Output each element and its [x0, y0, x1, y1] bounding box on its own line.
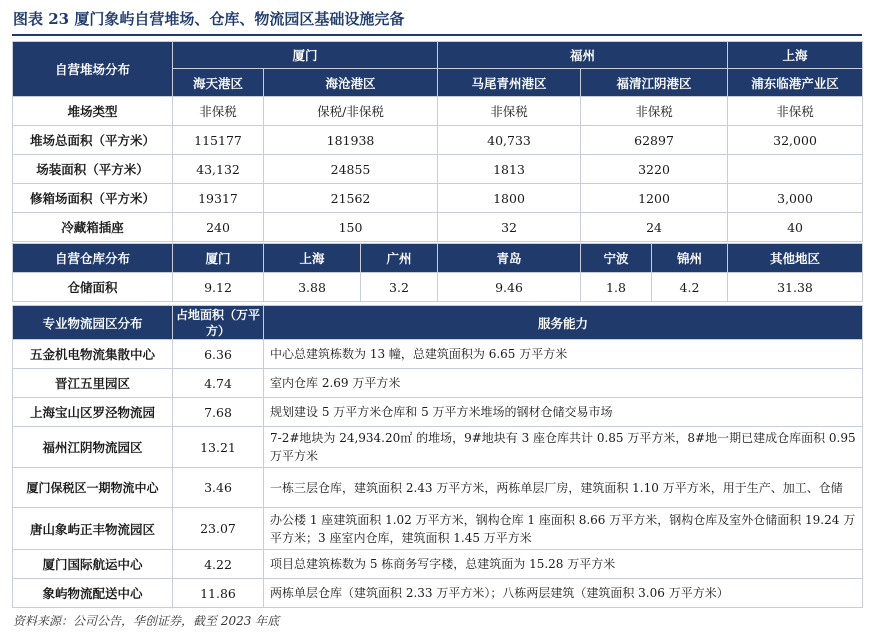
cell: 40 [728, 213, 863, 242]
region-xiamen: 厦门 [173, 42, 438, 69]
table-row [13, 508, 863, 550]
cell: 保税/非保税 [264, 97, 438, 126]
park-name: 上海宝山区罗泾物流园 [13, 398, 173, 427]
cell: 115177 [173, 126, 264, 155]
warehouse-header-label: 自营仓库分布 [13, 244, 173, 273]
park-service: 一栋三层仓库，建筑面积 2.43 万平方米，两栋单层厂房，建筑面积 1.10 万平方米，用于生产、加工、仓储 [264, 468, 863, 508]
park-area: 7.68 [173, 398, 264, 427]
table-row [13, 340, 863, 369]
service-header: 服务能力 [264, 306, 863, 340]
park-service: 7-2#地块为 24,934.20㎡ 的堆场，9#地块有 3 座仓库共计 0.85 万平方米，8#地一期已建成仓库面积 0.95 万平方米 [264, 427, 863, 468]
cell: 32,000 [728, 126, 863, 155]
park-area: 3.46 [173, 468, 264, 508]
port-mawei: 马尾青州港区 [438, 69, 581, 97]
park-area: 6.36 [173, 340, 264, 369]
cell: 1800 [438, 184, 581, 213]
cell: 21562 [264, 184, 438, 213]
region-fuzhou: 福州 [438, 42, 728, 69]
park-name: 厦门国际航运中心 [13, 550, 173, 579]
cell: 非保税 [438, 97, 581, 126]
wh-region-ningbo: 宁波 [581, 244, 652, 273]
cell: 3,000 [728, 184, 863, 213]
park-service: 两栋单层仓库（建筑面积 2.33 万平方米）；八栋两层建筑（建筑面积 3.06 万平方米） [264, 579, 863, 608]
park-name: 厦门保税区一期物流中心 [13, 468, 173, 508]
row-label: 场装面积（平方米） [13, 155, 173, 184]
table-row [13, 398, 863, 427]
wh-region-xiamen: 厦门 [173, 244, 264, 273]
table-row [13, 369, 863, 398]
cell: 非保税 [581, 97, 728, 126]
park-name: 唐山象屿正丰物流园区 [13, 508, 173, 550]
park-service: 室内仓库 2.69 万平方米 [264, 369, 863, 398]
row-label: 修箱场面积（平方米） [13, 184, 173, 213]
park-area: 4.22 [173, 550, 264, 579]
row-label: 仓储面积 [13, 273, 173, 302]
port-haitian: 海天港区 [173, 69, 264, 97]
row-label: 冷藏箱插座 [13, 213, 173, 242]
cell: 240 [173, 213, 264, 242]
wh-region-shanghai: 上海 [264, 244, 361, 273]
park-service: 办公楼 1 座建筑面积 1.02 万平方米，钢构仓库 1 座面积 8.66 万平方米，钢构仓库及室外仓储面积 19.24 万平方米；3 座室内仓库，建筑面积 1.45 万平方米 [264, 508, 863, 550]
cell: 24 [581, 213, 728, 242]
table-row [13, 97, 863, 126]
warehouse-table [12, 243, 863, 302]
park-service: 中心总建筑栋数为 13 幢，总建筑面积为 6.65 万平方米 [264, 340, 863, 369]
source-note: 资料来源：公司公告，华创证券，截至 2023 年底 [13, 614, 280, 628]
park-area: 13.21 [173, 427, 264, 468]
cell: 3.2 [361, 273, 438, 302]
table-row [13, 184, 863, 213]
cell: 非保税 [173, 97, 264, 126]
cell: 62897 [581, 126, 728, 155]
wh-region-guangzhou: 广州 [361, 244, 438, 273]
cell: 3220 [581, 155, 728, 184]
yard-header-label: 自营堆场分布 [13, 42, 173, 97]
cell: 31.38 [728, 273, 863, 302]
park-area: 23.07 [173, 508, 264, 550]
table-row [13, 427, 863, 468]
parks-table [12, 305, 863, 608]
table-row [13, 126, 863, 155]
park-area: 4.74 [173, 369, 264, 398]
table-row [13, 468, 863, 508]
wh-region-jinzhou: 锦州 [652, 244, 728, 273]
port-fuqing: 福清江阴港区 [581, 69, 728, 97]
cell: 非保税 [728, 97, 863, 126]
cell: 32 [438, 213, 581, 242]
page-title: 图表 23 厦门象屿自营堆场、仓库、物流园区基础设施完备 [13, 10, 405, 28]
park-name: 晋江五里园区 [13, 369, 173, 398]
region-shanghai: 上海 [728, 42, 863, 69]
title-divider [12, 34, 862, 36]
park-area: 11.86 [173, 579, 264, 608]
area-header: 占地面积（万平方） [173, 306, 264, 340]
cell: 9.46 [438, 273, 581, 302]
table-row [13, 155, 863, 184]
row-label: 堆场总面积（平方米） [13, 126, 173, 155]
table-row [13, 550, 863, 579]
cell: 150 [264, 213, 438, 242]
park-name: 福州江阴物流园区 [13, 427, 173, 468]
cell: 24855 [264, 155, 438, 184]
cell: 181938 [264, 126, 438, 155]
cell: 1813 [438, 155, 581, 184]
wh-region-qingdao: 青岛 [438, 244, 581, 273]
park-service: 规划建设 5 万平方米仓库和 5 万平方米堆场的钢材仓储交易市场 [264, 398, 863, 427]
table-row [13, 273, 863, 302]
cell: 4.2 [652, 273, 728, 302]
table-row [13, 213, 863, 242]
port-pudong: 浦东临港产业区 [728, 69, 863, 97]
park-name: 象屿物流配送中心 [13, 579, 173, 608]
cell: 1200 [581, 184, 728, 213]
cell: 9.12 [173, 273, 264, 302]
park-service: 项目总建筑栋数为 5 栋商务写字楼，总建筑面为 15.28 万平方米 [264, 550, 863, 579]
cell-empty [728, 155, 863, 184]
cell: 3.88 [264, 273, 361, 302]
park-name: 五金机电物流集散中心 [13, 340, 173, 369]
parks-header-label: 专业物流园区分布 [13, 306, 173, 340]
cell: 43,132 [173, 155, 264, 184]
table-row [13, 579, 863, 608]
port-haicang: 海沧港区 [264, 69, 438, 97]
cell: 40,733 [438, 126, 581, 155]
cell: 1.8 [581, 273, 652, 302]
row-label: 堆场类型 [13, 97, 173, 126]
yard-table [12, 41, 863, 242]
cell: 19317 [173, 184, 264, 213]
wh-region-other: 其他地区 [728, 244, 863, 273]
